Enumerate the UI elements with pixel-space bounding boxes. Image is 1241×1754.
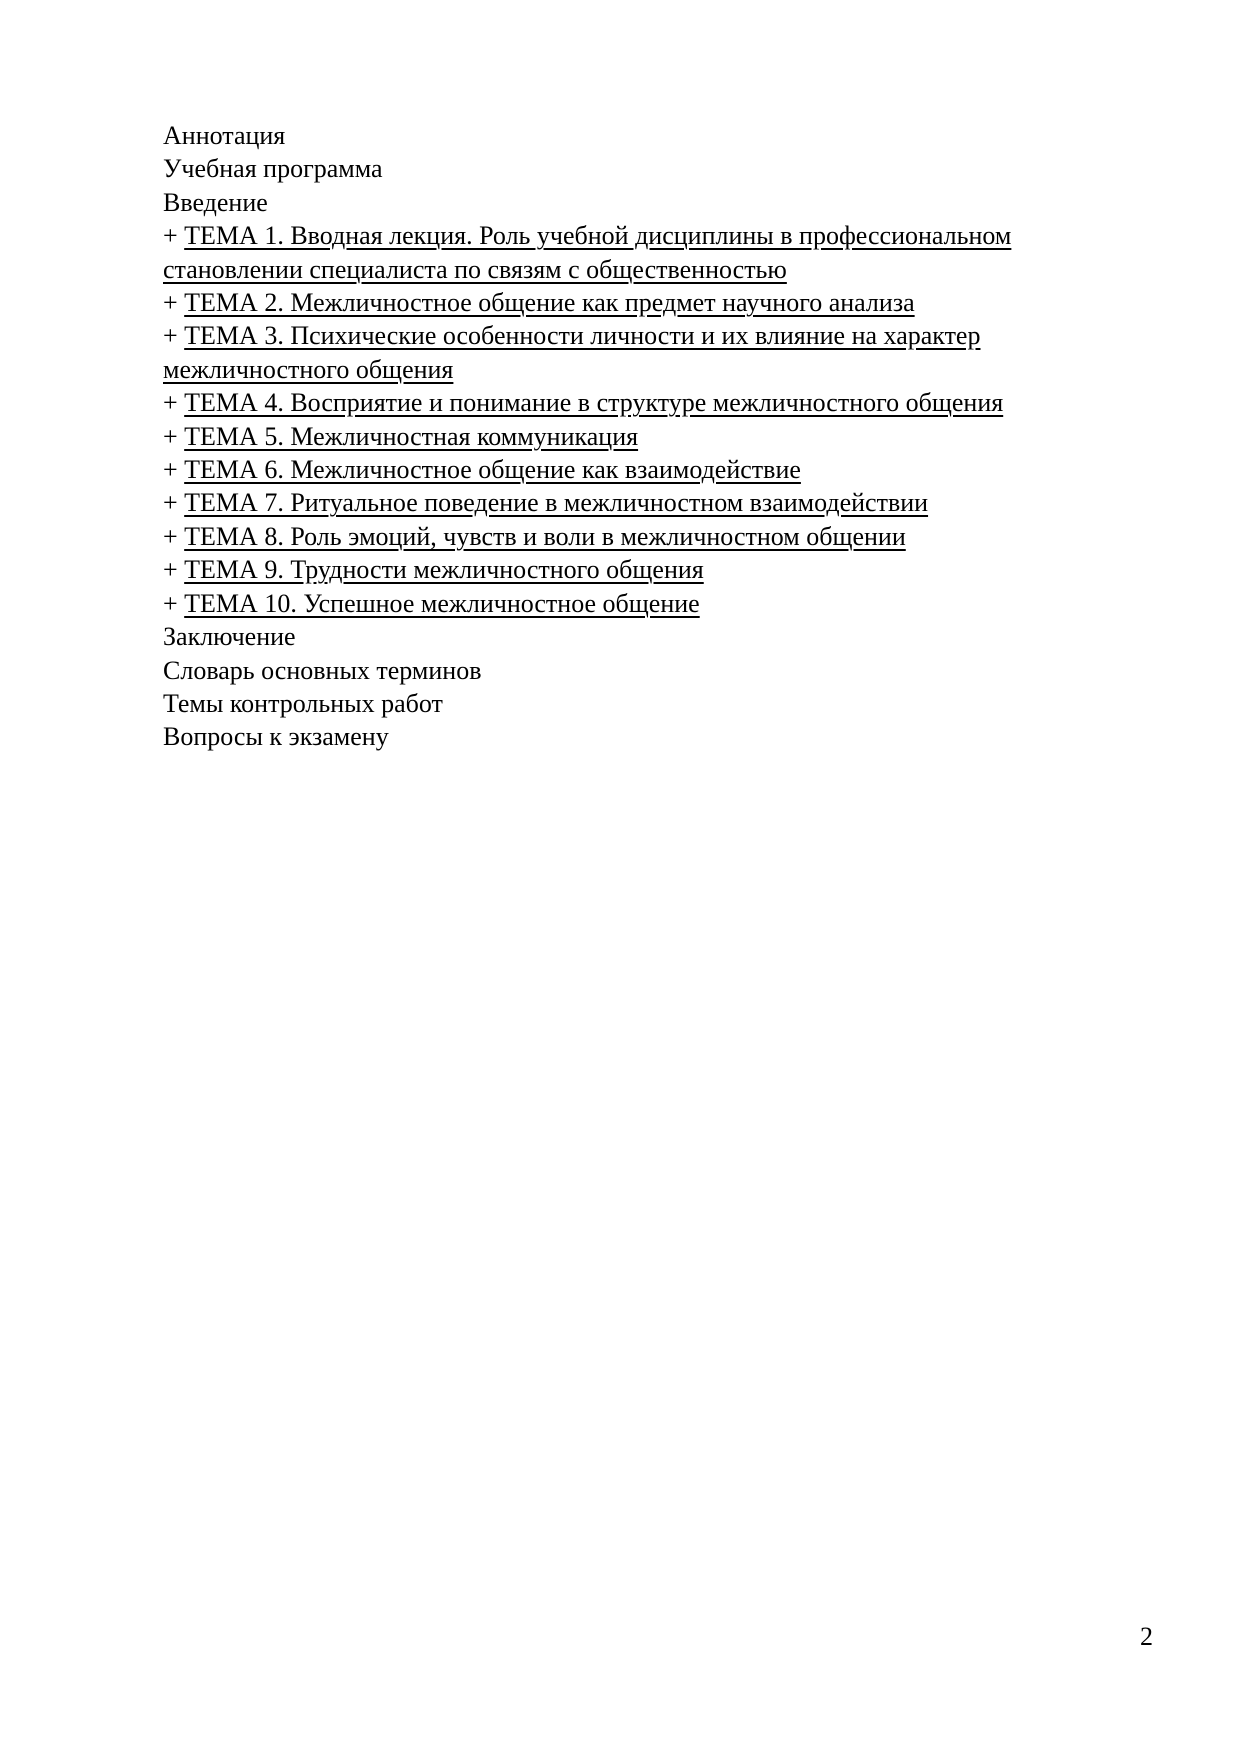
toc-topic-7: [163, 486, 1103, 519]
topic-link-4[interactable]: ТЕМА 4. Восприятие и понимание в структуре межличностного общения: [184, 388, 1004, 418]
toc-item-test-topics[interactable]: Темы контрольных работ: [163, 688, 443, 718]
topic-link-7[interactable]: ТЕМА 7. Ритуальное поведение в межличностном взаимодействии: [184, 488, 929, 518]
toc-item-curriculum[interactable]: Учебная программа: [163, 154, 383, 184]
toc-topic-6: [163, 453, 1103, 486]
topic-link-5[interactable]: ТЕМА 5. Межличностная коммуникация: [184, 421, 639, 451]
toc-topic-5: [163, 420, 1103, 453]
toc-topic-1: [163, 219, 1103, 286]
toc-topic-10: [163, 587, 1103, 620]
toc-item-introduction[interactable]: Введение: [163, 187, 268, 217]
page-number: 2: [1140, 1622, 1153, 1651]
topic-link-3[interactable]: ТЕМА 3. Психические особенности личности и их влияние на характер межличностного общения: [163, 321, 981, 384]
toc-topic-4: [163, 386, 1103, 419]
expand-toggle[interactable]: +: [163, 588, 185, 618]
topic-link-9[interactable]: ТЕМА 9. Трудности межличностного общения: [184, 555, 704, 585]
toc-topic-8: [163, 520, 1103, 553]
expand-toggle[interactable]: +: [163, 388, 185, 418]
expand-toggle[interactable]: +: [163, 221, 185, 251]
topic-link-8[interactable]: ТЕМА 8. Роль эмоций, чувств и воли в межличностном общении: [184, 521, 906, 551]
topic-link-6[interactable]: ТЕМА 6. Межличностное общение как взаимодействие: [184, 455, 801, 485]
expand-toggle[interactable]: +: [163, 521, 185, 551]
toc-topic-2: [163, 286, 1103, 319]
toc-topic-9: [163, 553, 1103, 586]
toc-item-glossary[interactable]: Словарь основных терминов: [163, 655, 482, 685]
table-of-contents: [163, 119, 1103, 754]
expand-toggle[interactable]: +: [163, 421, 185, 451]
topic-link-1[interactable]: ТЕМА 1. Вводная лекция. Роль учебной дисциплины в профессиональном становлении специалиста по связям с общественностью: [163, 221, 1012, 284]
expand-toggle[interactable]: +: [163, 555, 185, 585]
toc-topic-3: [163, 319, 1103, 386]
expand-toggle[interactable]: +: [163, 455, 185, 485]
toc-item-conclusion[interactable]: Заключение: [163, 622, 296, 652]
toc-item-annotation[interactable]: Аннотация: [163, 121, 286, 150]
expand-toggle[interactable]: +: [163, 288, 185, 318]
expand-toggle[interactable]: +: [163, 488, 185, 518]
toc-item-exam-questions[interactable]: Вопросы к экзамену: [163, 722, 389, 752]
topic-link-10[interactable]: ТЕМА 10. Успешное межличностное общение: [184, 588, 700, 618]
topic-link-2[interactable]: ТЕМА 2. Межличностное общение как предмет научного анализа: [184, 288, 915, 318]
expand-toggle[interactable]: +: [163, 321, 185, 351]
